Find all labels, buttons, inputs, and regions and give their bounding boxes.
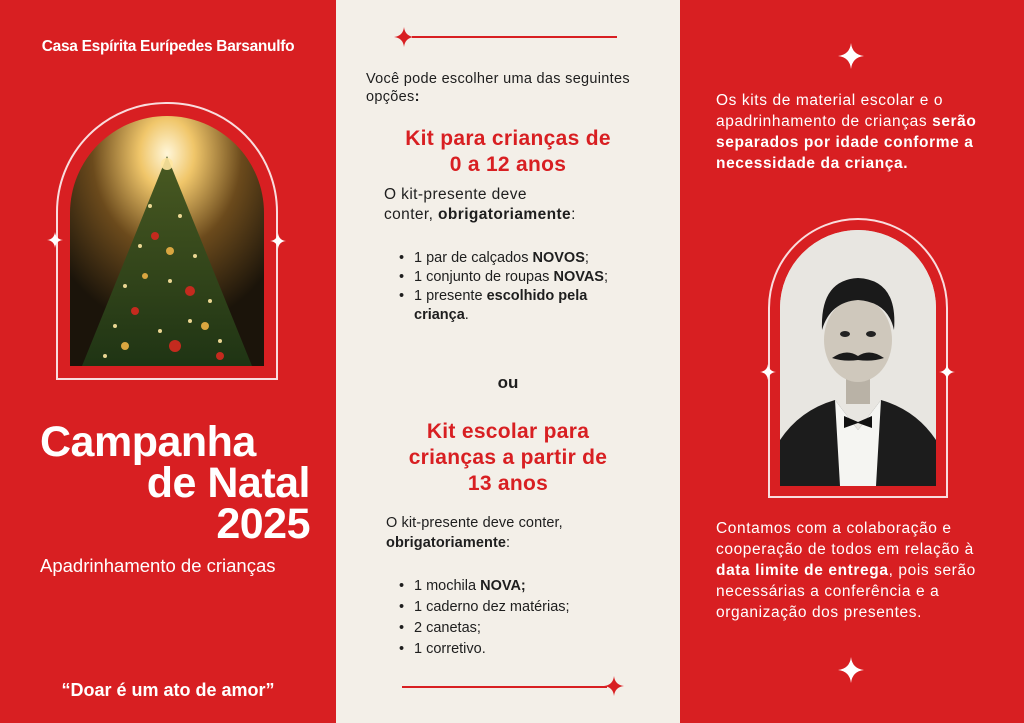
sparkle-icon [604,676,624,696]
kit1-intro-end: : [571,206,576,223]
kits-separation-note [716,90,1006,174]
kit1-intro [384,185,654,225]
kit1-intro-bold: obrigatoriamente [438,206,572,223]
sparkle-icon [760,364,776,380]
kits-note-bold: serão separados por idade conforme a necessidade da criança. [716,113,977,172]
right-panel [680,0,1024,723]
list-item: • 1 corretivo. [396,639,656,660]
campaign-title-year: 2025 [216,500,310,548]
christmas-tree-photo [70,116,264,366]
campaign-title-line2: de Natal [146,459,310,507]
collab-deadline-bold: data limite de entrega [716,562,889,579]
sparkle-icon [270,233,286,249]
option-separator: ou [497,373,519,392]
left-panel [0,0,336,723]
kit2-title-line2: crianças a partir de [408,446,608,469]
campaign-title-line1: Campanha [40,418,256,466]
kit1-intro-line2: conter, [384,206,439,223]
campaign-subtitle: Apadrinhamento de crianças [40,555,276,576]
sparkle-icon [838,657,864,683]
divider-top [412,36,617,38]
sparkle-icon [47,232,63,248]
list-item: • 1 presente escolhido pela criança. [396,287,636,325]
kit1-title [336,126,680,178]
sparkle-icon [939,364,955,380]
list-item: • 1 conjunto de roupas NOVAS; [396,268,636,287]
options-intro [366,70,646,106]
kit2-intro [386,513,666,553]
kit2-title [336,419,680,497]
quote: “Doar é um ato de amor” [61,680,275,700]
list-item: • 2 canetas; [396,618,656,639]
kit2-intro-line1: O kit-presente deve conter, [386,515,563,531]
divider-bottom [402,686,607,688]
organization-name: Casa Espírita Eurípedes Barsanulfo [41,38,295,55]
kit2-items-list [396,576,656,660]
kit1-items-list [396,249,636,325]
kit1-title-line1: Kit para crianças de [405,127,611,150]
collaboration-note [716,518,1012,623]
kit2-title-line3: 13 anos [467,472,549,495]
portrait-photo [780,230,936,486]
kit2-title-line1: Kit escolar para [426,420,590,443]
list-item: • 1 mochila NOVA; [396,576,656,597]
kits-note-text: Os kits de material escolar e o apadrinhamento de crianças [716,92,944,130]
kit2-intro-bold: obrigatoriamente [386,535,507,551]
kit2-intro-end: : [506,535,511,551]
sparkle-icon [394,27,414,47]
kit1-title-line2: 0 a 12 anos [449,153,567,176]
options-intro-colon: : [414,89,420,105]
collab-text-2: , pois serão necessárias a conferência e a organização dos presentes. [716,562,976,621]
list-item: • 1 par de calçados NOVOS; [396,249,636,268]
collab-text-1: Contamos com a colaboração e cooperação de todos em relação à [716,520,974,558]
sparkle-icon [838,43,864,69]
list-item: • 1 caderno dez matérias; [396,597,656,618]
middle-panel [336,0,680,723]
kit1-intro-line1: O kit-presente deve [384,186,527,203]
options-intro-text: Você pode escolher uma das seguintes opções [366,71,630,105]
